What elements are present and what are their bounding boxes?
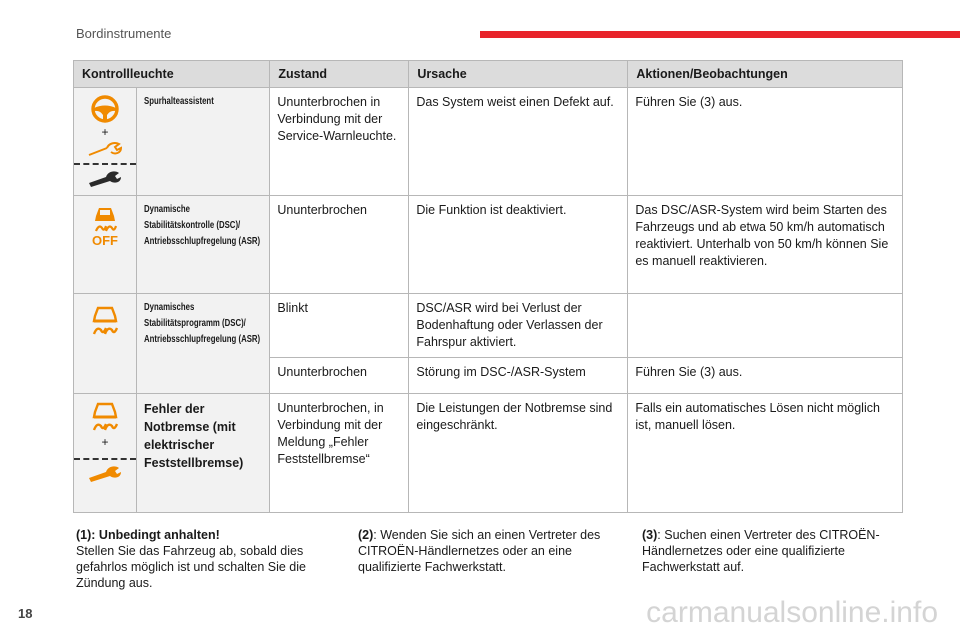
condition-name: Spurhalteassistent — [144, 96, 214, 107]
state-cell: Ununterbrochen, in Verbindung mit der Meldung „Fehler Feststellbremse“ — [270, 394, 409, 513]
action-cell: Führen Sie (3) aus. — [628, 358, 903, 394]
col-header-kontrollleuchte: Kontrollleuchte — [74, 61, 270, 88]
table-row — [74, 394, 903, 513]
condition-name-cell — [137, 394, 270, 513]
action-cell: Falls ein automatisches Lösen nicht möglich ist, manuell lösen. — [628, 394, 903, 513]
off-label: OFF — [92, 233, 118, 248]
wrench-solid-icon — [87, 464, 123, 482]
cause-cell: DSC/ASR wird bei Verlust der Bodenhaftung oder Verlassen der Fahrspur aktiviert. — [409, 294, 628, 358]
col-header-zustand: Zustand — [270, 61, 409, 88]
state-cell: Ununterbrochen — [270, 196, 409, 294]
car-skid-icon — [89, 304, 121, 338]
plus-sign: + — [101, 125, 109, 139]
state-cell: Ununterbrochen in Verbindung mit der Service-Warnleuchte. — [270, 88, 409, 196]
condition-name-cell — [137, 294, 270, 394]
page-number: 18 — [18, 606, 33, 621]
footnote-title: : Unbedingt anhalten! — [91, 528, 220, 542]
condition-name: Dynamisches Stabilitätsprogramm (DSC)/ Antriebsschlupfregelung (ASR) — [144, 302, 261, 345]
col-header-aktionen: Aktionen/Beobachtungen — [628, 61, 903, 88]
wrench-outline-icon — [87, 140, 123, 158]
footnote-ref: (1) — [76, 528, 92, 542]
table-header-row — [74, 61, 903, 88]
cause-cell: Das System weist einen Defekt auf. — [409, 88, 628, 196]
separator-dashed — [74, 163, 136, 165]
state-cell: Blinkt — [270, 294, 409, 358]
footnote-text: : Suchen einen Vertreter des CITROËN-Händlernetzes oder eine qualifizierte Fachwerkstatt auf. — [642, 528, 880, 574]
car-skid-brake-icon — [89, 400, 121, 434]
separator-dashed — [74, 458, 136, 460]
footnote-text: Stellen Sie das Fahrzeug ab, sobald dies gefahrlos möglich ist und schalten Sie die Zündung aus. — [76, 544, 306, 590]
footnote-text: : Wenden Sie sich an einen Vertreter des CITROËN-Händlernetzes oder an eine qualifizierte Fachwerkstatt. — [358, 528, 601, 574]
car-skid-off-icon — [90, 204, 120, 234]
table-row — [74, 88, 903, 196]
condition-name-cell — [137, 88, 270, 196]
icon-cell — [74, 88, 137, 196]
warning-lights-table — [73, 60, 903, 513]
col-header-ursache: Ursache — [409, 61, 628, 88]
footnote-ref: (2) — [358, 528, 374, 542]
icon-cell — [74, 294, 137, 394]
watermark-text: carmanualsonline.info — [646, 596, 938, 629]
table-row — [74, 196, 903, 294]
footnote-3 — [642, 527, 902, 575]
cause-cell: Die Funktion ist deaktiviert. — [409, 196, 628, 294]
cause-cell: Störung im DSC-/ASR-System — [409, 358, 628, 394]
condition-name-cell — [137, 196, 270, 294]
icon-cell — [74, 196, 137, 294]
header-accent-bar — [480, 31, 960, 38]
page-header-title: Bordinstrumente — [76, 26, 172, 41]
plus-sign: + — [101, 435, 109, 449]
footnote-1 — [76, 527, 336, 591]
footnote-2 — [358, 527, 618, 575]
condition-name: Fehler der Notbremse (mit elektrischer Feststellbremse) — [144, 402, 244, 470]
table-row — [74, 294, 903, 358]
condition-name: Dynamische Stabilitätskontrolle (DSC)/ Antriebsschlupfregelung (ASR) — [144, 204, 261, 247]
action-cell — [628, 294, 903, 358]
cause-cell: Die Leistungen der Notbremse sind eingeschränkt. — [409, 394, 628, 513]
state-cell: Ununterbrochen — [270, 358, 409, 394]
steering-wheel-icon — [90, 94, 120, 124]
footnote-ref: (3) — [642, 528, 658, 542]
wrench-solid-icon — [87, 169, 123, 187]
icon-cell — [74, 394, 137, 513]
action-cell: Führen Sie (3) aus. — [628, 88, 903, 196]
action-cell: Das DSC/ASR-System wird beim Starten des Fahrzeugs und ab etwa 50 km/h automatisch reaktiviert. Unterhalb von 50 km/h können Sie es manuell reaktivieren. — [628, 196, 903, 294]
